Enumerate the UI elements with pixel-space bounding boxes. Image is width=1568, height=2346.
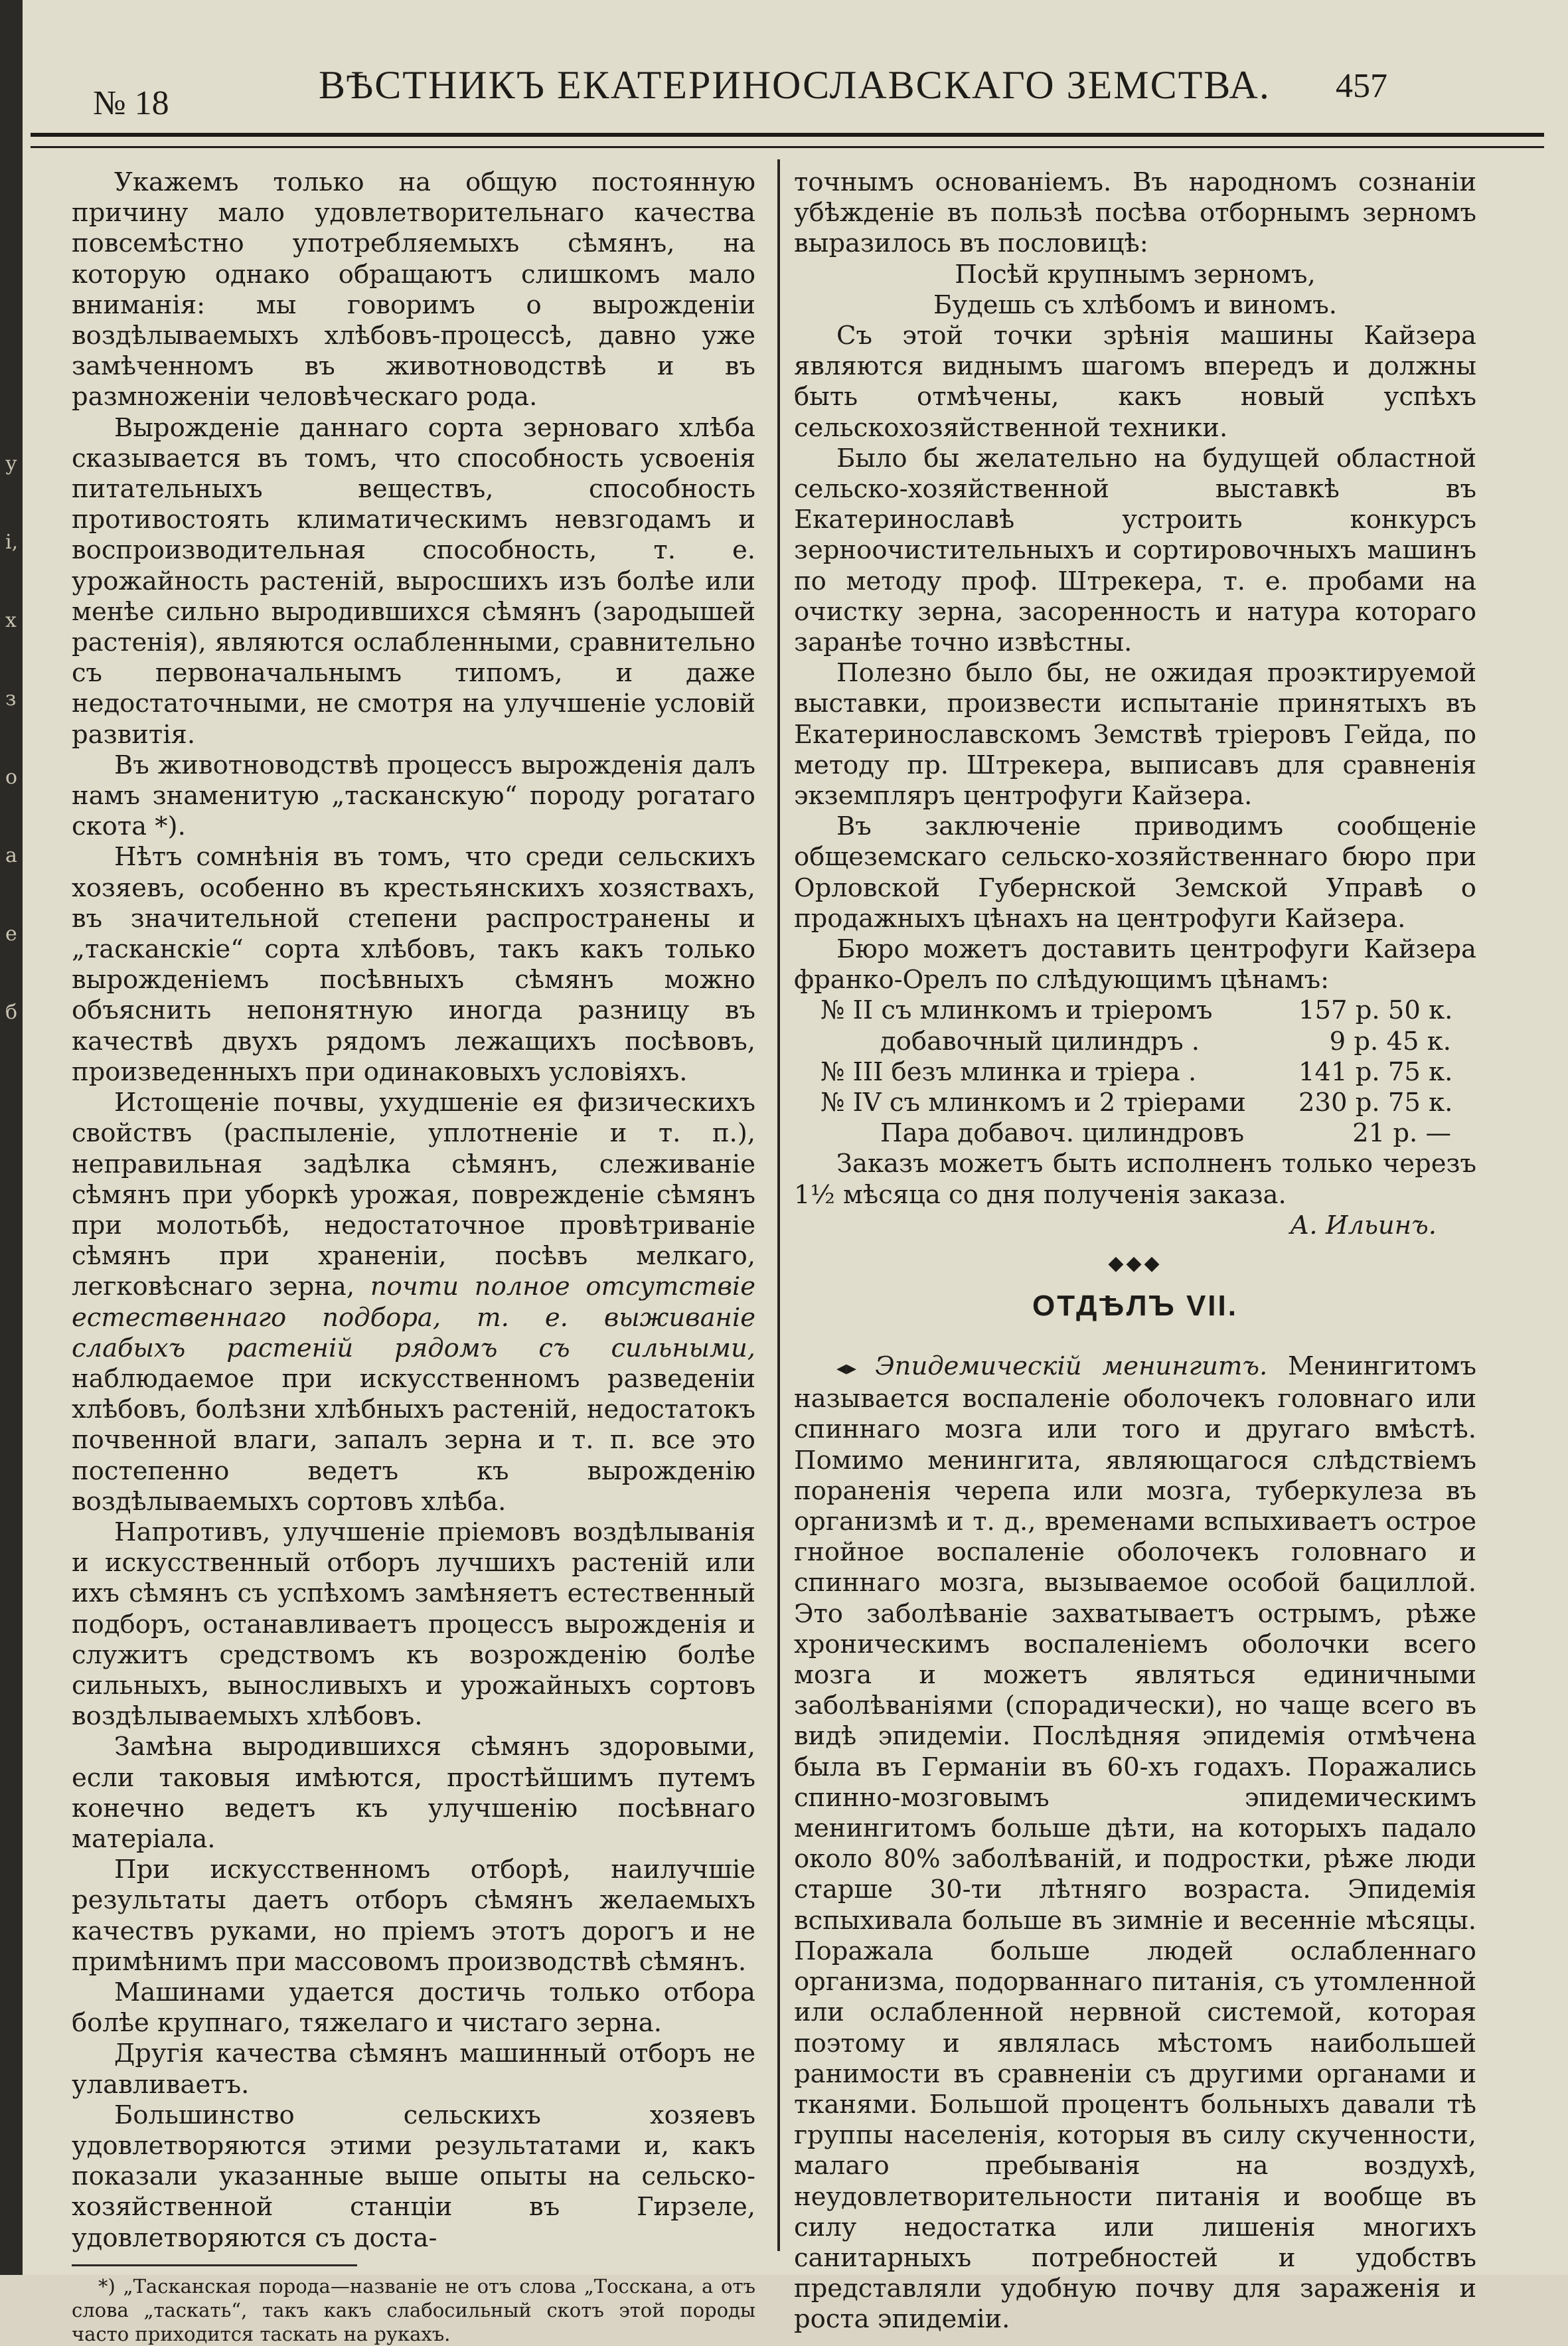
italic-emphasis: почти полное отсутствіе естественнаго подбора, т. е. выживаніе слабыхъ растеній рядомъ съ сильными, (72, 1272, 755, 1363)
issue-number: № 18 (93, 84, 169, 122)
paragraph: Нѣтъ сомнѣнія въ томъ, что среди сельскихъ хозяевъ, особенно въ крестьянскихъ хозяствахъ, въ значительной степени распространены и „тасканскіе“ сорта хлѣбовъ, такъ какъ только вырожденіемъ посѣвныхъ сѣмянъ можно объяснить непонятную иногда разницу въ качествѣ двухъ рядомъ лежащихъ посѣвовъ, произведенныхъ при одинаковыхъ условіяхъ. (72, 842, 755, 1087)
left-column (72, 167, 755, 2346)
price-row (794, 1118, 1476, 1149)
price-row (794, 995, 1476, 1026)
ornament-divider: ◆◆◆ (1108, 1252, 1162, 1276)
paragraph: Полезно было бы, не ожидая проэктируемой выставки, произвести испытаніе принятыхъ въ Екатеринославскомъ Земствѣ тріеровъ Гейда, по методу пр. Штрекера, выписавъ для сравненія экземпляръ центрофуги Кайзера. (794, 658, 1476, 811)
paragraph: Напротивъ, улучшеніе пріемовъ воздѣлыванія и искусственный отборъ лучшихъ растеній или ихъ сѣмянъ съ успѣхомъ замѣняетъ естественный подборъ, останавливаетъ процессъ вырожденія и служитъ средствомъ къ возрожденію болѣе сильныхъ, выносливыхъ и урожайныхъ сортовъ воздѣлываемыхъ хлѣбовъ. (72, 1517, 755, 1732)
signature: А. Ильинъ. (1290, 1210, 1437, 1240)
paragraph (794, 1351, 1476, 2335)
paragraph: Было бы желательно на будущей областной сельско-хозяйственной выставкѣ въ Екатеринославѣ устроить конкурсъ зерноочистительныхъ и сортировочныхъ машинъ по методу проф. Штрекера, т. е. пробами на очистку зерна, засоренность и натура котораго заранѣе точно извѣстны. (794, 443, 1476, 658)
price-item-value: 21 р. — (1352, 1118, 1451, 1149)
paragraph: Укажемъ только на общую постоянную причину мало удовлетворительнаго качества повсемѣстно употребляемыхъ сѣмянъ, на которую однако обращаютъ слишкомъ мало вниманія: мы говоримъ о вырожденіи воздѣлываемыхъ хлѣбовъ-процессѣ, давно уже замѣченномъ въ животноводствѣ и въ размноженіи человѣческаго рода. (72, 167, 755, 412)
article-title: Эпидемическій менингитъ. (875, 1351, 1268, 1382)
price-row (794, 1027, 1476, 1057)
paragraph (72, 1088, 755, 1517)
right-column (794, 167, 1476, 2335)
price-row (794, 1088, 1476, 1118)
gutter-letters: у і, х з о а е б (5, 452, 19, 1024)
article-text: Менингитомъ называется воспаленіе оболочекъ головнаго или спиннаго мозга или того и другаго вмѣстѣ. Помимо менингита, являющагося слѣдствіемъ пораненія черепа или мозга, туберкулеза въ организмѣ и т. д., временами вспыхиваетъ острое гнойное воспаленіе оболочекъ головнаго и спиннаго мозга, вызываемое особой бациллой. Это заболѣваніе захватываетъ острымъ, рѣже хроническимъ воспаленіемъ оболочки всего мозга и можетъ являться единичными заболѣваніями (спорадически), но чаще всего въ видѣ эпидеміи. Послѣдняя эпидемія отмѣчена была въ Германіи въ 60-хъ годахъ. Поражались спинно-мозговымъ эпидемическимъ менингитомъ больше дѣти, на которыхъ падало около 80% заболѣваній, и подростки, рѣже люди старше 30-ти лѣтняго возраста. Эпидемія вспыхивала больше въ зимніе и весенніе мѣсяцы. Поражала больше людей ослабленнаго организма, подорваннаго питанія, съ утомленной или ослабленной нервной системой, которая поэтому и являлась мѣстомъ наибольшей ранимости въ сравненіи съ другими органами и тканями. Большой процентъ больныхъ давали тѣ группы населенія, которыя въ силу скученности, малаго пребыванія на воздухѣ, неудовлетворительности питанія и вообще въ силу недостатка или лишенія многихъ санитарныхъ потребностей и удобствъ представляли удобную почву для зараженія и роста эпидеміи. (794, 1351, 1476, 2335)
paragraph: Въ заключеніе приводимъ сообщеніе общеземскаго сельско-хозяйственнаго бюро при Орловской Губернской Земской Управѣ о продажныхъ цѣнахъ на центрофуги Кайзера. (794, 811, 1476, 934)
proverb-line: Посѣй крупнымъ зерномъ, (955, 259, 1316, 290)
price-item-value: 230 р. 75 к. (1298, 1088, 1453, 1118)
footnote-rule (72, 2264, 357, 2266)
journal-title: ВѢСТНИКЪ ЕКАТЕРИНОСЛАВСКАГО ЗЕМСТВА. (319, 63, 1271, 107)
paragraph: точнымъ основаніемъ. Въ народномъ сознаніи убѣжденіе въ пользѣ посѣва отборнымъ зерномъ выразилось въ пословицѣ: (794, 167, 1476, 259)
paragraph: Въ животноводствѣ процессъ вырожденія далъ намъ знаменитую „тасканскую“ породу рогатаго скота *). (72, 750, 755, 842)
paragraph: Съ этой точки зрѣнія машины Кайзера являются виднымъ шагомъ впередъ и должны быть отмѣчены, какъ новый успѣхъ сельскохозяйственной техники. (794, 321, 1476, 443)
price-item-name: Пара добавоч. цилиндровъ (880, 1118, 1245, 1149)
price-item-value: 141 р. 75 к. (1298, 1056, 1453, 1087)
paragraph: Заказъ можетъ быть исполненъ только черезъ 1½ мѣсяца со дня полученія заказа. (794, 1149, 1476, 1210)
price-item-name: добавочный цилиндръ . (880, 1026, 1200, 1056)
page-header (80, 58, 1414, 122)
text-run: наблюдаемое при искусственномъ разведеніи хлѣбовъ, болѣзни хлѣбныхъ растеній, недостатокъ почвенной влаги, запалъ зерна и т. п. все это постепенно ведетъ къ вырожденію воздѣлываемыхъ сортовъ хлѣба. (72, 1363, 755, 1517)
paragraph: Другія качества сѣмянъ машинный отборъ не улавливаетъ. (72, 2039, 755, 2100)
paragraph: При искусственномъ отборѣ, наилучшіе результаты даетъ отборъ сѣмянъ желаемыхъ качествъ руками, но пріемъ этотъ дорогъ и не примѣнимъ при массовомъ производствѣ сѣмянъ. (72, 1855, 755, 1977)
price-item-name: № II съ млинкомъ и тріеромъ (821, 995, 1213, 1026)
section-title: ОТДѢЛЪ VII. (1032, 1290, 1238, 1323)
paragraph: Машинами удается достичь только отбора болѣе крупнаго, тяжелаго и чистаго зерна. (72, 1977, 755, 2039)
price-list (794, 995, 1476, 1149)
text-run: Истощеніе почвы, ухудшеніе ея физическихъ свойствъ (распыленіе, уплотненіе и т. п.), неправильная задѣлка сѣмянъ, слеживаніе сѣмянъ при уборкѣ урожая, поврежденіе сѣмянъ при молотьбѣ, недостаточное провѣтриваніе сѣмянъ при храненіи, посѣвъ мелкаго, легковѣснаго зерна, (72, 1088, 755, 1302)
price-item-value: 9 р. 45 к. (1329, 1026, 1451, 1056)
price-item-name: № III безъ млинка и тріера . (821, 1056, 1197, 1087)
pointer-icon: ◂▸ (836, 1357, 876, 1381)
paragraph: Вырожденіе даннаго сорта зерноваго хлѣба сказывается въ томъ, что способность усвоенія питательныхъ веществъ, способность противостоять климатическимъ невзгодамъ и воспроизводительная способность, т. е. урожайность растеній, выросшихъ изъ болѣе или менѣе сильно выродившихся сѣмянъ (зародышей растенія), являются ослабленными, сравнительно съ первоначальнымъ типомъ, и даже недостаточными, не смотря на улучшеніе условій развитія. (72, 412, 755, 750)
proverb-line: Будешь съ хлѣбомъ и виномъ. (933, 290, 1337, 320)
paragraph: Замѣна выродившихся сѣмянъ здоровыми, если таковыя имѣются, простѣйшимъ путемъ конечно ведетъ къ улучшенію посѣвнаго матеріала. (72, 1732, 755, 1854)
column-divider (777, 159, 780, 2251)
price-item-value: 157 р. 50 к. (1298, 995, 1453, 1026)
page-number: 457 (1336, 67, 1387, 105)
footnote: *) „Тасканская порода—названіе не отъ слова „Тосскана, а отъ слова „таскать“, такъ какъ слабосильный скотъ этой породы часто приходится таскать на рукахъ. (72, 2274, 755, 2345)
price-row (794, 1057, 1476, 1088)
binding-gutter (0, 0, 23, 2275)
paragraph: Большинство сельскихъ хозяевъ удовлетворяются этими результатами и, какъ показали указанные выше опыты на сельско-хозяйственной станціи въ Гирзеле, удовлетворяются съ доста- (72, 2100, 755, 2253)
price-item-name: № IV съ млинкомъ и 2 тріерами (821, 1088, 1246, 1118)
header-rule (31, 133, 1544, 148)
paragraph: Бюро можетъ доставить центрофуги Кайзера франко-Орелъ по слѣдующимъ цѣнамъ: (794, 934, 1476, 995)
